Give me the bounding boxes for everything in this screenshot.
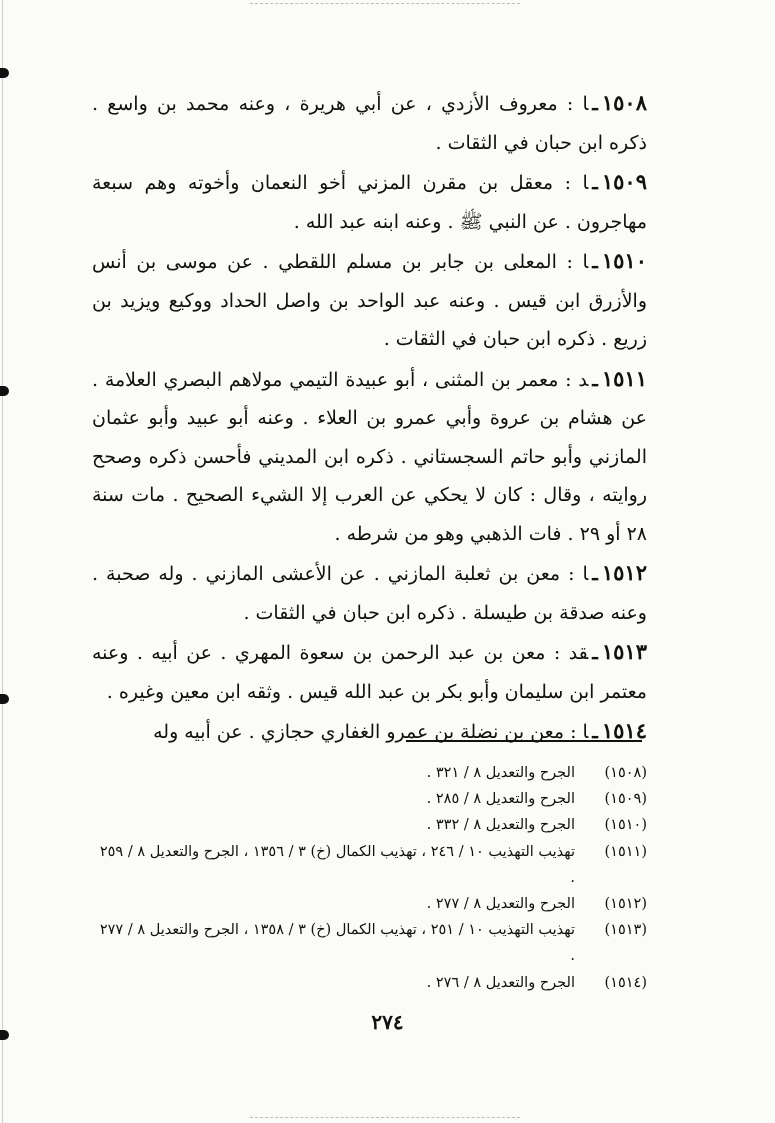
entry-dash: ـ (592, 721, 598, 743)
footnote-ref: (١٥١٠) (604, 817, 647, 834)
entry-dash: ـ (592, 251, 598, 273)
entry-1509 (92, 163, 647, 241)
footnote-ref: (١٥١٤) (604, 974, 647, 991)
footnote-ref: (١٥١٢) (604, 896, 647, 913)
footnote-ref: (١٥٠٩) (604, 791, 647, 808)
entry-text: ا : معن بن نضلة بن عمرو الغفاري حجازي . عن أبيه وله (153, 721, 589, 743)
footnote (92, 970, 647, 996)
entry-number: ١٥١٢ (601, 560, 647, 585)
footnote-text: تهذيب التهذيب ١٠ / ٢٤٦ ، تهذيب الكمال (خ) ٣ / ١٣٥٦ ، الجرح والتعديل ٨ / ٢٥٩ . (99, 843, 575, 886)
entry-text: ا : معروف الأزدي ، عن أبي هريرة ، وعنه محمد بن واسع . ذكره ابن حبان في الثقات . (92, 93, 647, 154)
entry-1508 (92, 84, 647, 162)
margin-mark (0, 68, 9, 78)
footnote-text: تهذيب التهذيب ١٠ / ٢٥١ ، تهذيب الكمال (خ) ٣ / ١٣٥٨ ، الجرح والتعديل ٨ / ٢٧٧ . (99, 922, 575, 965)
footnotes (92, 760, 647, 996)
footnote-ref: (١٥١٣) (604, 922, 647, 939)
footnote-ref: (١٥٠٨) (604, 765, 647, 781)
footnote-text: الجرح والتعديل ٨ / ٢٧٧ . (426, 896, 575, 913)
entry-text: ا : معن بن ثعلبة المازني . عن الأعشى المازني . وله صحبة . وعنه صدقة بن طيسلة . ذكره ابن حبان في الثقات . (92, 563, 647, 624)
footnote-text: الجرح والتعديل ٨ / ٢٧٦ . (426, 974, 575, 991)
footnote (92, 891, 647, 917)
entry-text: ا : معقل بن مقرن المزني أخو النعمان وأخوته وهم سبعة مهاجرون . عن النبي ﷺ . وعنه ابنه عبد الله . (92, 172, 647, 233)
footnote (92, 917, 647, 969)
bottom-scan-rule (250, 1117, 520, 1118)
page-number: ٢٧٤ (371, 1010, 404, 1034)
footnote-text: الجرح والتعديل ٨ / ٣٢١ . (426, 765, 575, 781)
entry-number: ١٥٠٨ (601, 90, 647, 115)
entry-number: ١٥٠٩ (601, 169, 647, 194)
margin-mark (0, 694, 9, 704)
entry-1513 (92, 633, 647, 711)
entry-dash: ـ (592, 642, 598, 664)
entry-dash: ـ (592, 368, 598, 391)
main-text (92, 84, 647, 752)
entry-text: د : معمر بن المثنى ، أبو عبيدة التيمي مولاهم البصري العلامة . عن هشام بن عروة وأبي عمرو بن العلاء . وعنه أبو عبيد وأبو عثمان المازني وأبو حاتم السجستاني . ذكره ابن المديني فأحسن ذكره وصحح روايته ، وقال : كان لا يحكي عن العرب إلا الشيء الصحيح . مات سنة ٢٨ أو ٢٩ . فات الذهبي وهو من شرطه . (92, 368, 647, 545)
entry-1510 (92, 242, 647, 359)
footnote-separator (406, 740, 642, 742)
footnote-ref: (١٥١١) (604, 843, 647, 860)
margin-mark (0, 386, 9, 396)
footnote-text: الجرح والتعديل ٨ / ٢٨٥ . (426, 791, 575, 808)
footnote (92, 786, 647, 812)
entry-dash: ـ (592, 563, 598, 585)
footnote (92, 760, 647, 786)
entry-number: ١٥١١ (601, 365, 647, 391)
footnote (92, 839, 647, 891)
entry-1514 (92, 712, 647, 752)
entry-1512 (92, 554, 647, 632)
top-scan-rule (250, 3, 520, 4)
footnote (92, 812, 647, 838)
entry-text: قد : معن بن عبد الرحمن بن سعوة المهري . عن أبيه . وعنه معتمر ابن سليمان وأبو بكر بن عبد الله قيس . وثقه ابن معين وغيره . (92, 642, 647, 703)
entry-1511 (92, 360, 647, 554)
entry-number: ١٥١٠ (601, 248, 647, 273)
entry-dash: ـ (592, 172, 598, 194)
entry-number: ١٥١٣ (601, 639, 647, 664)
page-edge (2, 0, 3, 1123)
footnote-text: الجرح والتعديل ٨ / ٣٣٢ . (426, 817, 575, 834)
entry-dash: ـ (592, 93, 598, 115)
entry-number: ١٥١٤ (601, 718, 647, 743)
entry-text: ا : المعلى بن جابر بن مسلم اللقطي . عن موسى بن أنس والأزرق ابن قيس . وعنه عبد الواحد بن واصل الحداد ووكيع ويزيد بن زريع . ذكره ابن حبان في الثقات . (92, 251, 647, 350)
